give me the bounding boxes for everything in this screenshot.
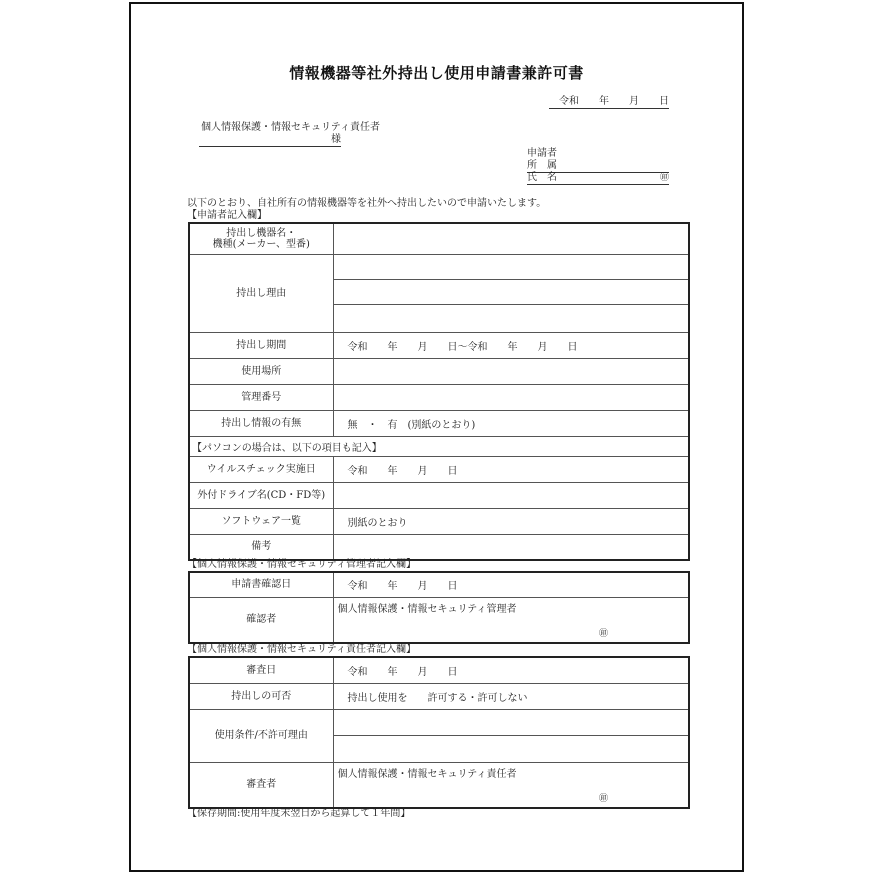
- section2-heading: 【個人情報保護・情報セキュリティ管理者記入欄】: [187, 559, 416, 570]
- section1-heading: 【申請者記入欄】: [187, 210, 267, 221]
- drive-field[interactable]: [333, 482, 689, 508]
- reviewer-title: 個人情報保護・情報セキュリティ責任者: [337, 768, 517, 780]
- approval-label: 持出しの可否: [189, 683, 333, 709]
- device-label: 持出し機器名・ 機種(メーカー、型番): [189, 223, 333, 254]
- period-field[interactable]: 令和 年 月 日～令和 年 月 日: [333, 332, 689, 358]
- seal-icon: ㊞: [659, 173, 669, 183]
- conditions-field[interactable]: [333, 709, 689, 762]
- confirmer-label: 確認者: [189, 597, 333, 643]
- place-label: 使用場所: [189, 358, 333, 384]
- confirmer-field[interactable]: [333, 597, 689, 643]
- seal-icon: ㊞: [598, 628, 608, 639]
- section3-heading: 【個人情報保護・情報セキュリティ責任者記入欄】: [187, 644, 416, 655]
- confirmer-title: 個人情報保護・情報セキュリティ管理者: [337, 603, 517, 615]
- reason-label: 持出し理由: [189, 254, 333, 332]
- period-label: 持出し期間: [189, 332, 333, 358]
- conditions-label: 使用条件/不許可理由: [189, 709, 333, 762]
- reason-field[interactable]: [333, 254, 689, 332]
- retention-note: 【保存期間:使用年度末翌日から起算して１年間】: [187, 808, 411, 819]
- mgmt-number-label: 管理番号: [189, 384, 333, 410]
- name-label: 氏 名: [527, 172, 557, 183]
- applicant-heading: 申請者: [527, 148, 557, 159]
- review-date-field[interactable]: 令和 年 月 日: [333, 657, 689, 683]
- document-page: [129, 2, 744, 872]
- approval-field[interactable]: 持出し使用を 許可する・許可しない: [333, 683, 689, 709]
- addressee-honorific: 様: [199, 134, 341, 147]
- document-title: 情報機器等社外持出し使用申請書兼許可書: [289, 64, 584, 82]
- applicant-table: [188, 222, 690, 561]
- reviewer-table: [188, 656, 690, 809]
- software-label: ソフトウェア一覧: [189, 508, 333, 534]
- info-label: 持出し情報の有無: [189, 410, 333, 436]
- mgmt-number-field[interactable]: [333, 384, 689, 410]
- place-field[interactable]: [333, 358, 689, 384]
- intro-text: 以下のとおり、自社所有の情報機器等を社外へ持出したいので申請いたします。: [187, 198, 547, 209]
- remarks-label: 備考: [189, 534, 333, 560]
- device-field[interactable]: [333, 223, 689, 254]
- pc-heading: 【パソコンの場合は、以下の項目も記入】: [189, 436, 689, 456]
- reviewer-label: 審査者: [189, 762, 333, 808]
- software-field[interactable]: 別紙のとおり: [333, 508, 689, 534]
- virus-check-field[interactable]: 令和 年 月 日: [333, 456, 689, 482]
- date-line: 令和 年 月 日: [549, 96, 669, 109]
- addressee-title: 個人情報保護・情報セキュリティ責任者: [201, 122, 380, 133]
- review-date-label: 審査日: [189, 657, 333, 683]
- affiliation-label: 所 属: [527, 160, 557, 171]
- seal-icon: ㊞: [598, 793, 608, 804]
- manager-table: [188, 571, 690, 644]
- reviewer-field[interactable]: [333, 762, 689, 808]
- info-field[interactable]: 無 ・ 有 (別紙のとおり): [333, 410, 689, 436]
- confirm-date-field[interactable]: 令和 年 月 日: [333, 572, 689, 597]
- drive-label: 外付ドライブ名(CD・FD等): [189, 482, 333, 508]
- confirm-date-label: 申請書確認日: [189, 572, 333, 597]
- remarks-field[interactable]: [333, 534, 689, 560]
- applicant-name: [527, 172, 669, 185]
- virus-check-label: ウイルスチェック実施日: [189, 456, 333, 482]
